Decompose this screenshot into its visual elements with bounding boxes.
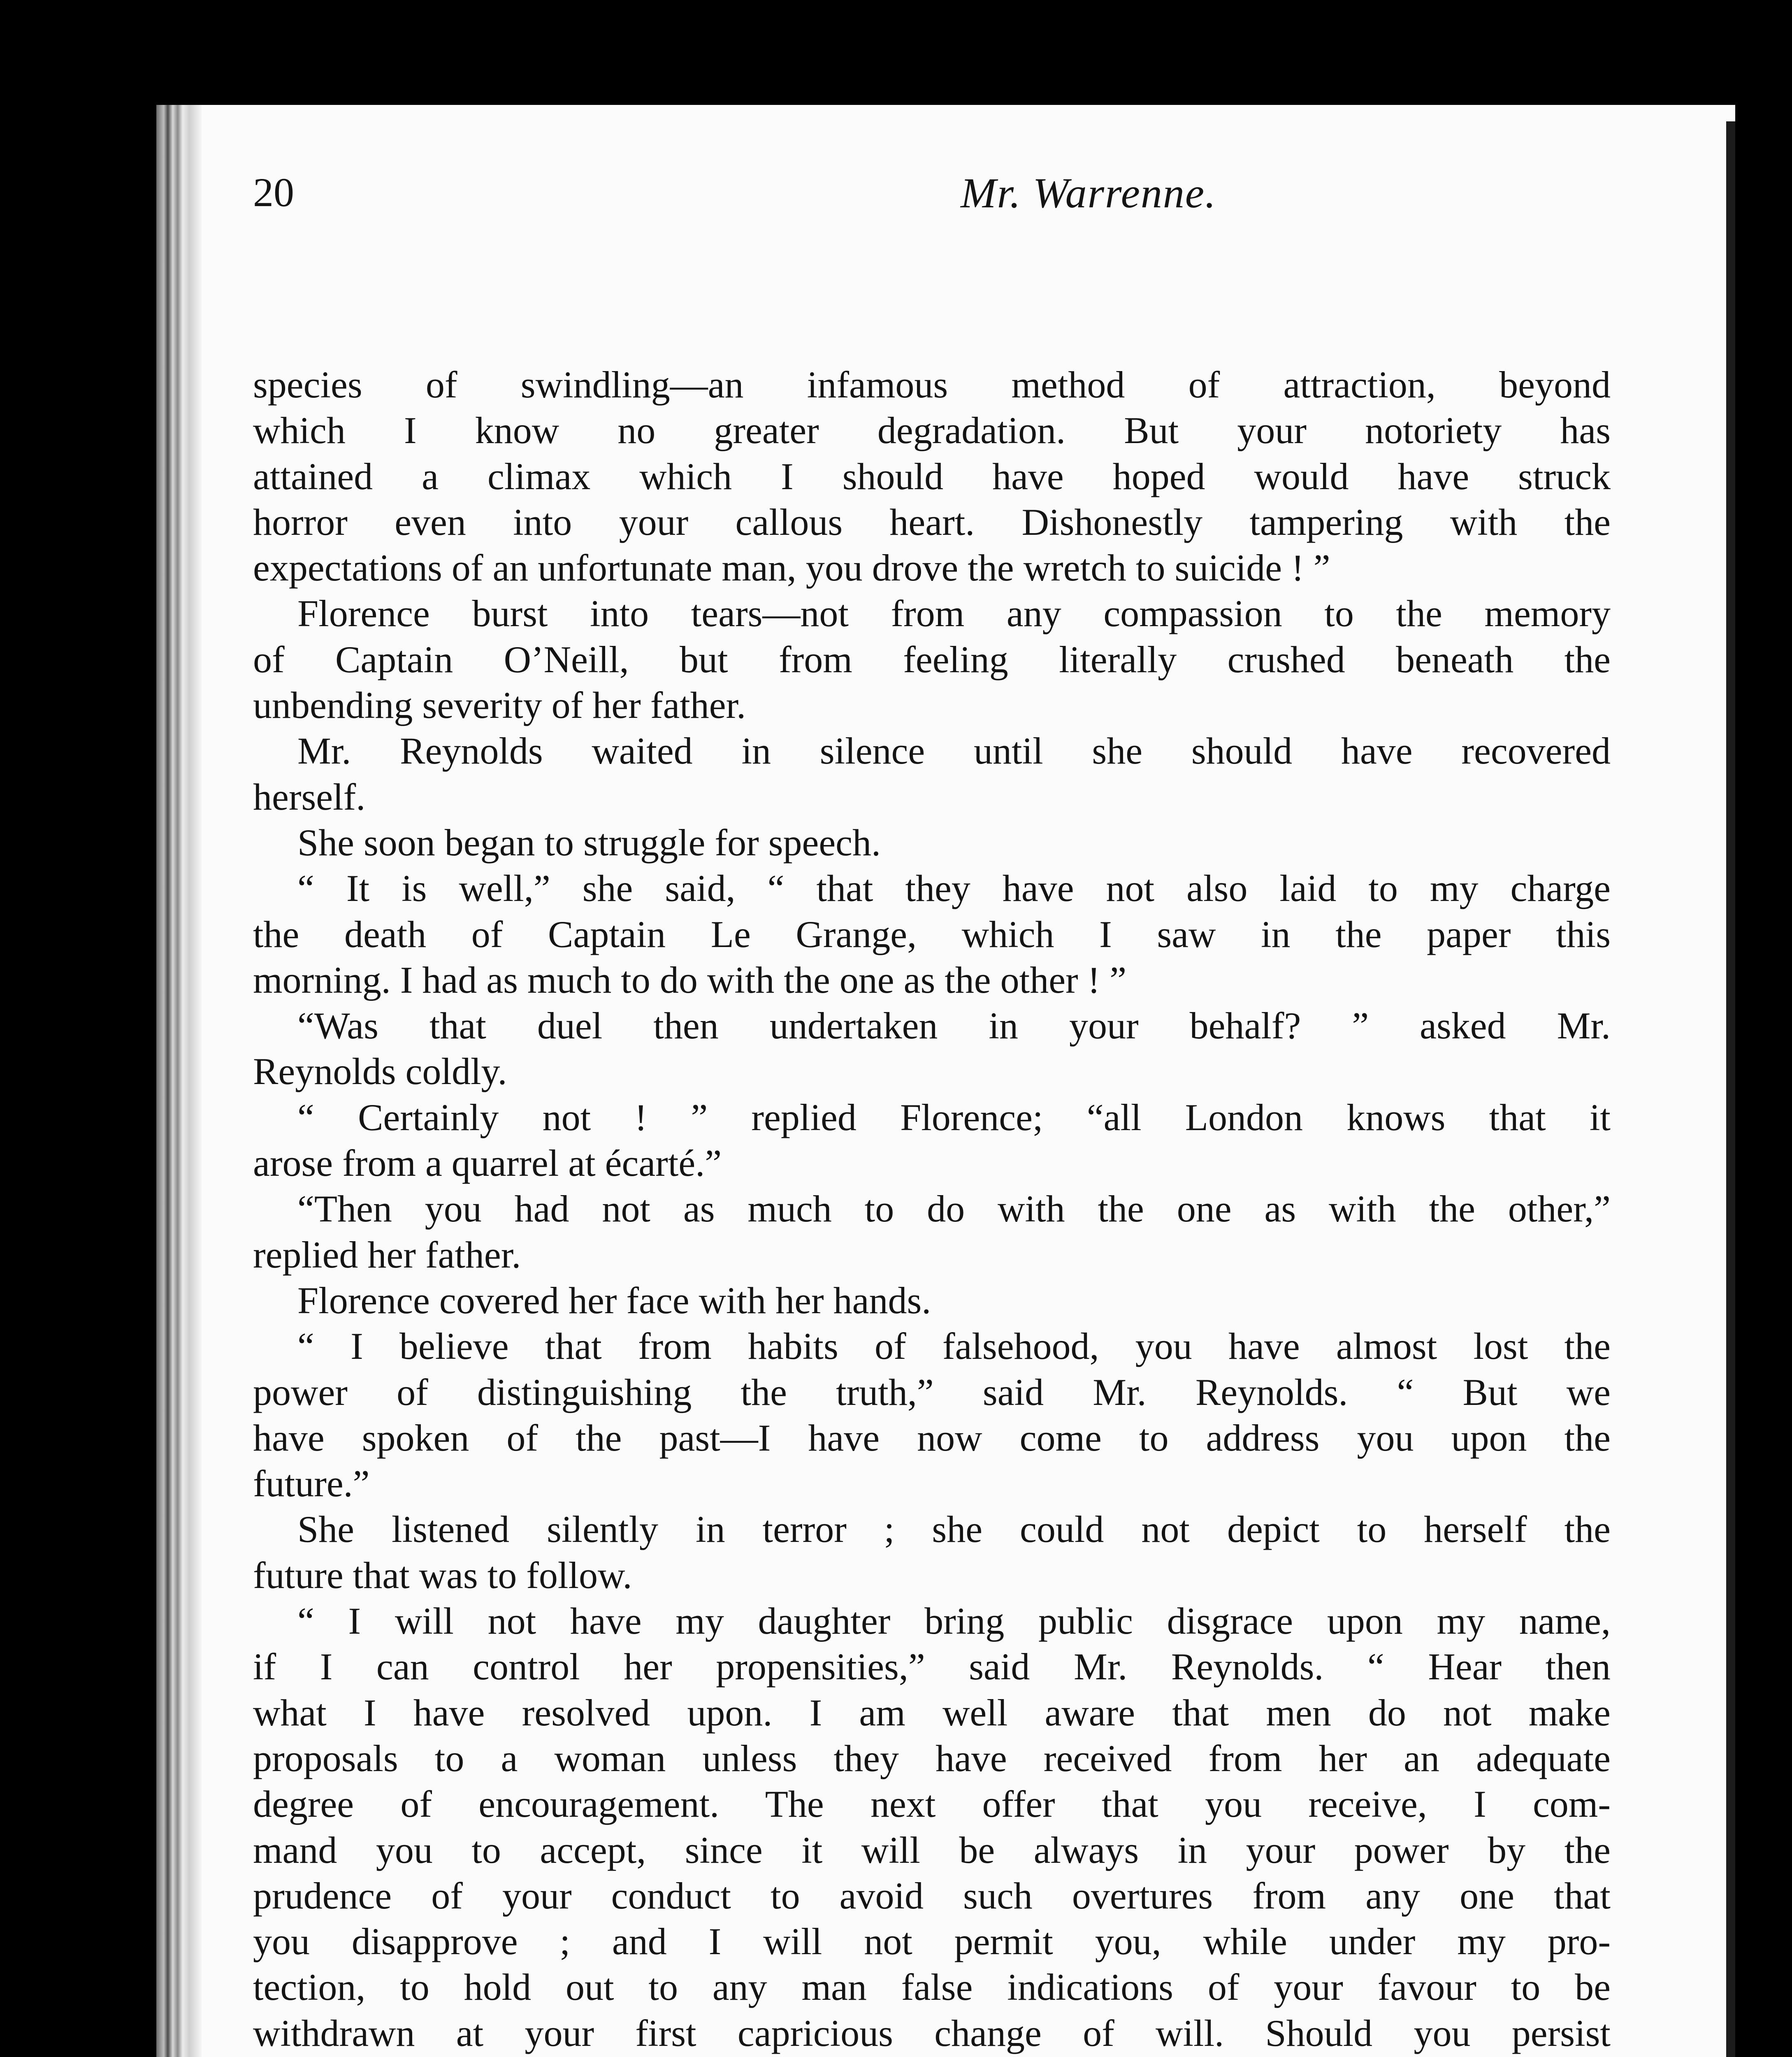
running-head <box>253 169 1598 230</box>
text-line: species of swindling—an infamous method of attraction, beyond <box>253 364 1611 406</box>
text-line: future.” <box>253 1463 370 1505</box>
text-line: “ I believe that from habits of falsehood, you have almost lost the <box>297 1325 1611 1367</box>
text-line: She soon began to struggle for speech. <box>297 821 881 864</box>
text-line: “ It is well,” she said, “ that they have not also laid to my charge <box>297 867 1611 910</box>
text-line: what I have resolved upon. I am well aware that men do not make <box>253 1691 1611 1734</box>
running-title: Mr. Warrenne. <box>961 169 1217 217</box>
text-line: Florence burst into tears—not from any compassion to the memory <box>297 592 1611 635</box>
text-line: expectations of an unfortunate man, you drove the wretch to suicide ! ” <box>253 547 1330 589</box>
text-line: unbending severity of her father. <box>253 684 746 727</box>
text-line: Florence covered her face with her hands. <box>297 1279 931 1321</box>
text-line: “Was that duel then undertaken in your behalf? ” asked Mr. <box>297 1005 1611 1047</box>
text-line: attained a climax which I should have hoped would have struck <box>253 455 1611 497</box>
book-gutter <box>156 105 202 2057</box>
text-line: future that was to follow. <box>253 1554 632 1596</box>
text-line: herself. <box>253 775 366 818</box>
text-line: replied her father. <box>253 1233 521 1276</box>
body-text <box>253 362 1611 2057</box>
text-line: have spoken of the past—I have now come to address you upon the <box>253 1416 1611 1459</box>
text-line: “ I will not have my daughter bring public disgrace upon my name, <box>297 1600 1611 1642</box>
text-line: if I can control her propensities,” said Mr. Reynolds. “ Hear then <box>253 1646 1611 1688</box>
text-line: prudence of your conduct to avoid such overtures from any one that <box>253 1874 1611 1917</box>
text-line: which I know no greater degradation. But your notoriety has <box>253 409 1611 452</box>
text-line: morning. I had as much to do with the one as the other ! ” <box>253 959 1127 1001</box>
text-line: “Then you had not as much to do with the one as with the other,” <box>297 1188 1611 1230</box>
text-line: Mr. Reynolds waited in silence until she should have recovered <box>297 730 1611 772</box>
text-line: horror even into your callous heart. Dishonestly tampering with the <box>253 501 1611 543</box>
text-line: power of distinguishing the truth,” said Mr. Reynolds. “ But we <box>253 1371 1611 1413</box>
text-line: you disapprove ; and I will not permit you, while under my pro- <box>253 1920 1611 1963</box>
text-line: withdrawn at your first capricious change of will. Should you persist <box>253 2012 1611 2054</box>
text-line: “ Certainly not ! ” replied Florence; “all London knows that it <box>297 1096 1611 1138</box>
text-line: arose from a quarrel at écarté.” <box>253 1142 722 1184</box>
text-line: of Captain O’Neill, but from feeling literally crushed beneath the <box>253 638 1611 680</box>
text-line: degree of encouragement. The next offer that you receive, I com- <box>253 1783 1611 1825</box>
text-line: the death of Captain Le Grange, which I saw in the paper this <box>253 913 1611 955</box>
text-line: mand you to accept, since it will be always in your power by the <box>253 1829 1611 1871</box>
text-line: She listened silently in terror ; she could not depict to herself the <box>297 1508 1611 1551</box>
text-line: Reynolds coldly. <box>253 1050 507 1093</box>
page-edge <box>1726 121 1735 2057</box>
text-line: tection, to hold out to any man false indications of your favour to be <box>253 1966 1611 2008</box>
text-line: proposals to a woman unless they have received from her an adequate <box>253 1737 1611 1779</box>
page-number: 20 <box>253 169 294 215</box>
